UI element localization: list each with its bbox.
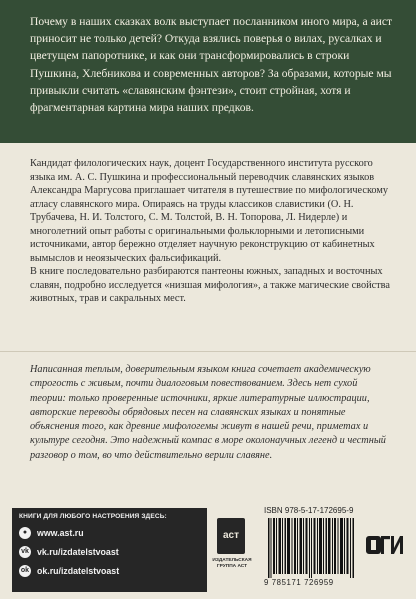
promo-panel — [12, 508, 207, 592]
section-divider — [0, 351, 416, 352]
barcode — [266, 518, 358, 578]
footer — [0, 505, 416, 599]
review-block — [30, 363, 394, 463]
promo-link-text: www.ast.ru — [37, 528, 84, 538]
description — [30, 157, 390, 306]
ok-icon: ok — [19, 565, 31, 577]
description-paragraph-1: Кандидат филологических наук, доцент Государственного института русского языка им. А. С. Пушкина и профессиональный переводчик славянских языков Александра Маргусова приглашает читателя в путешествие по мифологическому атласу славянского мира. Опираясь на труды классиков славистики (О. Н. Трубачева, Н. И. Толстого, С. М. Толстой, В. Н. Топорова, Л. Нидерле) и многолетний опыт работы с оригинальными фольклорными и летописными источниками, автор бережно отделяет научную реконструкцию от кабинетных вымыслов и неоязыческих фальсификаций. — [30, 158, 389, 264]
barcode-digits: 9 785171 726959 — [264, 578, 334, 587]
ogiz-logo — [366, 532, 408, 558]
ast-logo: аст — [217, 518, 245, 554]
promo-title: КНИГИ ДЛЯ ЛЮБОГО НАСТРОЕНИЯ ЗДЕСЬ: — [19, 513, 167, 520]
publisher-caption: ИЗДАТЕЛЬСКАЯ ГРУППА АСТ — [212, 558, 252, 569]
annotation-text: Почему в наших сказках волк выступает посланником иного мира, а аист приносит не только детей? Откуда взялись поверья о вилах, русалках и цветущем папоротнике, и как они трансформировались в строки Пушкина, Хлебникова и современных авторов? За образами, которые мы привыкли считать «славянским фэнтези», стоит стройная, хотя и фрагментарная картина мира наших предков. — [30, 15, 393, 115]
publisher-mark — [212, 510, 252, 590]
promo-link-text: ok.ru/izdatelstvoast — [37, 566, 120, 576]
promo-link-ok[interactable] — [19, 564, 119, 578]
description-paragraph-2: В книге последовательно разбираются пантеоны южных, западных и восточных славян, подробно исследуется «низшая мифология», а также магические свойства животных, трав и сакральных мест. — [30, 266, 390, 304]
review-text: Написанная теплым, доверительным языком книга сочетает академическую строгость с живым, почти диалоговым повествованием. Здесь нет сухой теории: только проверенные источники, яркие литературные иллюстрации, авторские переводы обрядовых песен на славянских языках и понятные объяснения того, как древние мифологемы живут в нашей речи, приметах и культуре сегодня. Это надежный компас в море околонаучных легенд и честный разговор о том, во что действительно верили славяне. — [30, 364, 386, 461]
promo-link-vk[interactable] — [19, 545, 119, 559]
globe-icon: ● — [19, 527, 31, 539]
isbn-block — [264, 506, 360, 592]
annotation-block — [0, 0, 416, 143]
promo-link-text: vk.ru/izdatelstvoast — [37, 547, 119, 557]
vk-icon: vk — [19, 546, 31, 558]
isbn-label: ISBN 978-5-17-172695-9 — [264, 506, 354, 515]
promo-link-website[interactable] — [19, 526, 84, 540]
